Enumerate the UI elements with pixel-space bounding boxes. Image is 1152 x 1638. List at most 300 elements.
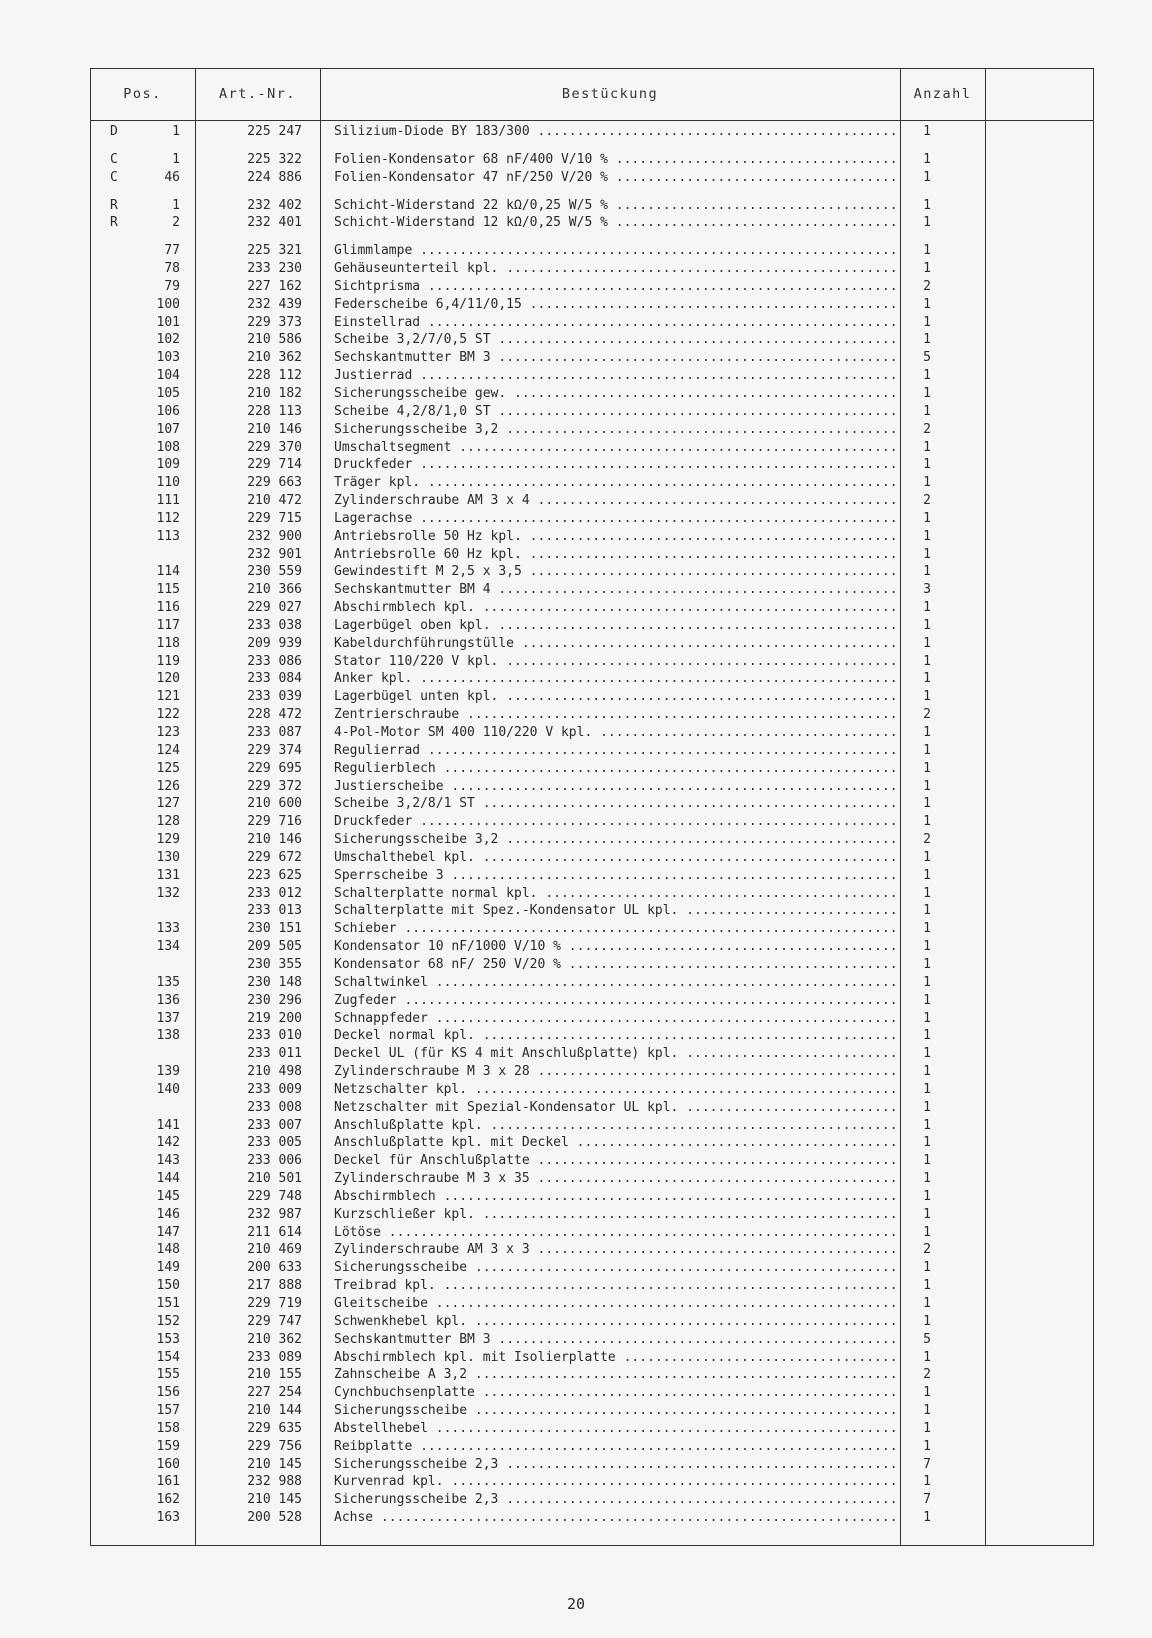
pos-cell: 106 (156, 403, 180, 419)
quantity-cell: 1 (923, 1046, 931, 1062)
quantity-cell: 7 (923, 1456, 931, 1472)
pos-cell: 161 (156, 1474, 180, 1490)
pos-prefix: R (110, 215, 118, 231)
table-row (90, 1384, 990, 1402)
art-nr-cell: 227 162 (247, 278, 302, 294)
art-nr-cell: 232 987 (247, 1206, 302, 1222)
quantity-cell: 1 (923, 992, 931, 1008)
table-row (90, 831, 990, 849)
art-nr-cell: 229 370 (247, 439, 302, 455)
pos-cell: 140 (156, 1081, 180, 1097)
description-cell: Einstellrad ..... (334, 314, 899, 332)
quantity-cell: 1 (923, 778, 931, 794)
art-nr-cell: 229 714 (247, 457, 302, 473)
description-cell: Sechskantmutter BM 4 ..... (334, 581, 899, 599)
table-row (90, 331, 990, 349)
pos-cell: 144 (156, 1171, 180, 1187)
quantity-cell: 1 (923, 796, 931, 812)
description-cell: 4-Pol-Motor SM 400 110/220 V kpl. ..... (334, 724, 899, 742)
table-row (90, 1295, 990, 1313)
pos-cell: 105 (156, 385, 180, 401)
art-nr-cell: 232 901 (247, 546, 302, 562)
pos-cell: 163 (156, 1510, 180, 1526)
description-cell: Schieber ..... (334, 920, 899, 938)
pos-prefix: C (110, 169, 118, 185)
quantity-cell: 1 (923, 921, 931, 937)
description-cell: Anschlußplatte kpl. ..... (334, 1117, 899, 1135)
pos-cell: 139 (156, 1064, 180, 1080)
description-cell: Schnappfeder ..... (334, 1010, 899, 1028)
art-nr-cell: 210 155 (247, 1367, 302, 1383)
table-row (90, 653, 990, 671)
table-row (90, 242, 990, 260)
art-nr-cell: 229 373 (247, 314, 302, 330)
pos-prefix: C (110, 151, 118, 167)
header-pos: Pos. (123, 86, 162, 102)
description-cell: Zahnscheibe A 3,2 ..... (334, 1366, 899, 1384)
art-nr-cell: 229 663 (247, 475, 302, 491)
art-nr-cell: 229 748 (247, 1188, 302, 1204)
description-cell: Sperrscheibe 3 ..... (334, 867, 899, 885)
pos-cell: 160 (156, 1456, 180, 1472)
quantity-cell: 1 (923, 564, 931, 580)
art-nr-cell: 233 038 (247, 617, 302, 633)
description-cell: Träger kpl. ..... (334, 474, 899, 492)
table-row (90, 1491, 990, 1509)
header-bestueckung: Bestückung (561, 86, 659, 102)
quantity-cell: 2 (923, 707, 931, 723)
description-cell: Kabeldurchführungstülle ..... (334, 635, 899, 653)
description-cell: Anschlußplatte kpl. mit Deckel ..... (334, 1134, 899, 1152)
pos-cell: 155 (156, 1367, 180, 1383)
table-row (90, 688, 990, 706)
art-nr-cell: 232 988 (247, 1474, 302, 1490)
description-cell: Antriebsrolle 50 Hz kpl. ..... (334, 528, 899, 546)
pos-cell: 116 (156, 600, 180, 616)
quantity-cell: 1 (923, 671, 931, 687)
art-nr-cell: 228 112 (247, 368, 302, 384)
art-nr-cell: 233 087 (247, 725, 302, 740)
quantity-cell: 1 (923, 368, 931, 384)
art-nr-cell: 229 719 (247, 1296, 302, 1311)
quantity-cell: 1 (923, 243, 931, 259)
pos-cell: 124 (156, 742, 180, 758)
table-row (90, 902, 990, 920)
description-cell: Glimmlampe ..... (334, 242, 899, 260)
art-nr-cell: 223 625 (247, 867, 302, 883)
description-cell: Sechskantmutter BM 3 ..... (334, 1331, 899, 1349)
art-nr-cell: 230 151 (247, 921, 302, 937)
art-nr-cell: 210 472 (247, 493, 302, 509)
table-row (90, 403, 990, 421)
table-row (90, 1331, 990, 1349)
description-cell: Sicherungsscheibe 2,3 ..... (334, 1491, 899, 1509)
description-cell: Cynchbuchsenplatte ..... (334, 1384, 899, 1402)
description-cell: Deckel für Anschlußplatte ..... (334, 1152, 899, 1170)
quantity-cell: 1 (923, 1081, 931, 1097)
pos-cell: 104 (156, 368, 180, 384)
description-cell: Lagerbügel unten kpl. ..... (334, 688, 899, 706)
pos-cell: 79 (164, 278, 180, 294)
art-nr-cell: 210 501 (247, 1171, 302, 1187)
table-row (90, 760, 990, 778)
description-cell: Lötöse ..... (334, 1224, 899, 1242)
pos-cell: 115 (156, 582, 180, 598)
table-row (90, 1259, 990, 1277)
table-row (90, 1081, 990, 1099)
art-nr-cell: 210 498 (247, 1064, 302, 1080)
table-row (90, 1456, 990, 1474)
description-cell: Scheibe 3,2/8/1 ST ..... (334, 795, 899, 813)
table-row (90, 1010, 990, 1028)
art-nr-cell: 210 145 (247, 1456, 302, 1472)
description-cell: Schalterplatte mit Spez.-Kondensator UL kpl. ..... (334, 902, 899, 920)
art-nr-cell: 233 230 (247, 261, 302, 277)
description-cell: Zylinderschraube AM 3 x 3 ..... (334, 1241, 899, 1259)
description-cell: Zugfeder ..... (334, 992, 899, 1010)
table-row (90, 546, 990, 564)
pos-cell: 109 (156, 457, 180, 473)
quantity-cell: 1 (923, 332, 931, 348)
description-cell: Treibrad kpl. ..... (334, 1277, 899, 1295)
art-nr-cell: 230 355 (247, 956, 302, 972)
table-row (90, 278, 990, 296)
pos-cell: 112 (156, 510, 180, 526)
description-cell: Kondensator 68 nF/ 250 V/20 % ..... (334, 956, 899, 974)
art-nr-cell: 233 089 (247, 1349, 302, 1365)
art-nr-cell: 200 528 (247, 1510, 302, 1526)
art-nr-cell: 210 146 (247, 832, 302, 848)
pos-cell: 102 (156, 332, 180, 348)
pos-prefix: R (110, 197, 118, 213)
pos-cell: 1 (172, 151, 180, 167)
art-nr-cell: 233 005 (247, 1135, 302, 1151)
description-cell: Abstellhebel ..... (334, 1420, 899, 1438)
art-nr-cell: 210 362 (247, 350, 302, 366)
art-nr-cell: 233 010 (247, 1028, 302, 1044)
pos-cell: 131 (156, 867, 180, 883)
quantity-cell: 5 (923, 350, 931, 366)
table-row (90, 563, 990, 581)
pos-prefix: D (110, 124, 118, 139)
table-row (90, 197, 990, 215)
description-cell: Deckel normal kpl. ..... (334, 1027, 899, 1045)
pos-cell: 141 (156, 1117, 180, 1133)
pos-cell: 142 (156, 1135, 180, 1151)
art-nr-cell: 210 146 (247, 421, 302, 437)
pos-cell: 149 (156, 1260, 180, 1276)
pos-cell: 156 (156, 1385, 180, 1401)
pos-cell: 148 (156, 1242, 180, 1258)
description-cell: Kondensator 10 nF/1000 V/10 % ..... (334, 938, 899, 956)
table-row (90, 1063, 990, 1081)
art-nr-cell: 210 144 (247, 1403, 302, 1419)
description-cell: Sicherungsscheibe gew. ..... (334, 385, 899, 403)
table-row (90, 1134, 990, 1152)
quantity-cell: 1 (923, 600, 931, 616)
quantity-cell: 1 (923, 1420, 931, 1436)
table-row (90, 123, 990, 141)
table-row (90, 260, 990, 278)
art-nr-cell: 229 027 (247, 600, 302, 616)
art-nr-cell: 210 145 (247, 1492, 302, 1508)
art-nr-cell: 229 374 (247, 742, 302, 758)
art-nr-cell: 209 939 (247, 635, 302, 651)
art-nr-cell: 229 635 (247, 1420, 302, 1436)
table-row (90, 867, 990, 885)
pos-cell: 134 (156, 939, 180, 955)
pos-cell: 158 (156, 1420, 180, 1436)
art-nr-cell: 229 672 (247, 849, 302, 865)
pos-cell: 121 (156, 689, 180, 705)
table-row (90, 1152, 990, 1170)
art-nr-cell: 229 372 (247, 778, 302, 794)
quantity-cell: 1 (923, 457, 931, 473)
quantity-cell: 1 (923, 867, 931, 883)
quantity-cell: 1 (923, 635, 931, 651)
description-cell: Achse ..... (334, 1509, 899, 1527)
pos-cell: 159 (156, 1438, 180, 1454)
art-nr-cell: 225 321 (247, 243, 302, 259)
quantity-cell: 1 (923, 261, 931, 277)
art-nr-cell: 229 747 (247, 1313, 302, 1329)
pos-cell: 78 (164, 261, 180, 277)
quantity-cell: 2 (923, 1242, 931, 1258)
description-cell: Sicherungsscheibe ..... (334, 1259, 899, 1277)
pos-cell: 113 (156, 528, 180, 544)
art-nr-cell: 233 006 (247, 1153, 302, 1169)
table-row (90, 1277, 990, 1295)
quantity-cell: 1 (923, 1206, 931, 1222)
quantity-cell: 1 (923, 725, 931, 740)
description-cell: Anker kpl. ..... (334, 670, 899, 688)
art-nr-cell: 233 084 (247, 671, 302, 687)
description-cell: Lagerachse ..... (334, 510, 899, 528)
description-cell: Schalterplatte normal kpl. ..... (334, 885, 899, 903)
description-cell: Umschaltsegment ..... (334, 439, 899, 457)
pos-cell: 125 (156, 760, 180, 776)
table-row (90, 778, 990, 796)
table-row (90, 1224, 990, 1242)
table-row (90, 474, 990, 492)
description-cell: Abschirmblech ..... (334, 1188, 899, 1206)
art-nr-cell: 229 716 (247, 814, 302, 830)
description-cell: Lagerbügel oben kpl. ..... (334, 617, 899, 635)
quantity-cell: 1 (923, 1188, 931, 1204)
art-nr-cell: 211 614 (247, 1224, 302, 1240)
table-row (90, 635, 990, 653)
quantity-cell: 1 (923, 1438, 931, 1454)
table-row (90, 296, 990, 314)
quantity-cell: 1 (923, 1224, 931, 1240)
pos-cell: 46 (164, 169, 180, 185)
pos-cell: 129 (156, 832, 180, 848)
table-row (90, 314, 990, 332)
description-cell: Scheibe 3,2/7/0,5 ST ..... (334, 331, 899, 349)
table-row (90, 1420, 990, 1438)
pos-cell: 145 (156, 1188, 180, 1204)
table-row (90, 956, 990, 974)
table-row (90, 849, 990, 867)
table-row (90, 974, 990, 992)
description-cell: Schicht-Widerstand 12 kΩ/0,25 W/5 % ..... (334, 214, 899, 232)
quantity-cell: 1 (923, 296, 931, 312)
art-nr-cell: 209 505 (247, 939, 302, 955)
art-nr-cell: 210 469 (247, 1242, 302, 1258)
art-nr-cell: 210 362 (247, 1331, 302, 1347)
pos-cell: 114 (156, 564, 180, 580)
description-cell: Umschalthebel kpl. ..... (334, 849, 899, 867)
description-cell: Justierscheibe ..... (334, 778, 899, 796)
description-cell: Antriebsrolle 60 Hz kpl. ..... (334, 546, 899, 564)
quantity-cell: 1 (923, 528, 931, 544)
quantity-cell: 1 (923, 974, 931, 990)
quantity-cell: 1 (923, 1349, 931, 1365)
description-cell: Abschirmblech kpl. mit Isolierplatte ..... (334, 1349, 899, 1367)
table-row (90, 1117, 990, 1135)
art-nr-cell: 210 600 (247, 796, 302, 812)
pos-cell: 100 (156, 296, 180, 312)
description-cell: Kurvenrad kpl. ..... (334, 1473, 899, 1491)
art-nr-cell: 200 633 (247, 1260, 302, 1276)
description-cell: Zentrierschraube ..... (334, 706, 899, 724)
description-cell: Gewindestift M 2,5 x 3,5 ..... (334, 563, 899, 581)
quantity-cell: 1 (923, 939, 931, 955)
pos-cell: 143 (156, 1153, 180, 1169)
quantity-cell: 1 (923, 760, 931, 776)
table-row (90, 1366, 990, 1384)
table-row (90, 492, 990, 510)
quantity-cell: 2 (923, 832, 931, 848)
description-cell: Zylinderschraube M 3 x 28 ..... (334, 1063, 899, 1081)
art-nr-cell: 233 007 (247, 1117, 302, 1133)
pos-cell: 2 (172, 215, 180, 231)
description-cell: Netzschalter kpl. ..... (334, 1081, 899, 1099)
pos-cell: 128 (156, 814, 180, 830)
table-row (90, 938, 990, 956)
pos-cell: 162 (156, 1492, 180, 1508)
description-cell: Regulierrad ..... (334, 742, 899, 760)
art-nr-cell: 233 012 (247, 885, 302, 901)
description-cell: Kurzschließer kpl. ..... (334, 1206, 899, 1224)
quantity-cell: 1 (923, 1403, 931, 1419)
pos-cell: 107 (156, 421, 180, 437)
quantity-cell: 2 (923, 278, 931, 294)
table-row (90, 1206, 990, 1224)
quantity-cell: 1 (923, 1153, 931, 1169)
table-row (90, 214, 990, 232)
quantity-cell: 1 (923, 169, 931, 185)
pos-cell: 136 (156, 992, 180, 1008)
table-row (90, 1473, 990, 1491)
art-nr-cell: 233 086 (247, 653, 302, 669)
pos-cell: 118 (156, 635, 180, 651)
quantity-cell: 1 (923, 849, 931, 865)
art-nr-cell: 233 009 (247, 1081, 302, 1097)
pos-cell: 1 (172, 124, 180, 139)
art-nr-cell: 210 182 (247, 385, 302, 401)
art-nr-cell: 230 148 (247, 974, 302, 990)
art-nr-cell: 219 200 (247, 1010, 302, 1026)
quantity-cell: 1 (923, 124, 931, 139)
quantity-cell: 1 (923, 1135, 931, 1151)
table-row (90, 1099, 990, 1117)
quantity-cell: 1 (923, 1313, 931, 1329)
header-anzahl: Anzahl (913, 86, 972, 102)
pos-cell: 127 (156, 796, 180, 812)
quantity-cell: 1 (923, 956, 931, 972)
art-nr-cell: 224 886 (247, 169, 302, 185)
art-nr-cell: 232 402 (247, 197, 302, 213)
quantity-cell: 1 (923, 151, 931, 167)
table-row (90, 813, 990, 831)
art-nr-cell: 210 366 (247, 582, 302, 598)
description-cell: Druckfeder ..... (334, 813, 899, 831)
pos-cell: 132 (156, 885, 180, 901)
page-number: 20 (566, 1595, 586, 1613)
quantity-cell: 1 (923, 385, 931, 401)
parts-table-body (90, 123, 990, 1527)
pos-cell: 103 (156, 350, 180, 366)
description-cell: Sichtprisma ..... (334, 278, 899, 296)
quantity-cell: 1 (923, 689, 931, 705)
pos-cell: 117 (156, 617, 180, 633)
table-row (90, 920, 990, 938)
table-row (90, 581, 990, 599)
quantity-cell: 1 (923, 814, 931, 830)
pos-cell: 101 (156, 314, 180, 330)
table-row (90, 1027, 990, 1045)
pos-cell: 126 (156, 778, 180, 794)
quantity-cell: 1 (923, 510, 931, 526)
art-nr-cell: 227 254 (247, 1385, 302, 1401)
description-cell: Schaltwinkel ..... (334, 974, 899, 992)
table-row (90, 1349, 990, 1367)
quantity-cell: 1 (923, 314, 931, 330)
quantity-cell: 2 (923, 421, 931, 437)
description-cell: Deckel UL (für KS 4 mit Anschlußplatte) kpl. ..... (334, 1045, 899, 1063)
art-nr-cell: 232 401 (247, 215, 302, 231)
quantity-cell: 1 (923, 1010, 931, 1026)
description-cell: Abschirmblech kpl. ..... (334, 599, 899, 617)
quantity-cell: 1 (923, 1064, 931, 1080)
header-divider (90, 120, 1094, 121)
quantity-cell: 1 (923, 197, 931, 213)
table-row (90, 1241, 990, 1259)
art-nr-cell: 230 296 (247, 992, 302, 1008)
quantity-cell: 1 (923, 1260, 931, 1276)
pos-cell: 1 (172, 197, 180, 213)
table-row (90, 1438, 990, 1456)
quantity-cell: 5 (923, 1331, 931, 1347)
table-row (90, 1313, 990, 1331)
description-cell: Scheibe 4,2/8/1,0 ST ..... (334, 403, 899, 421)
description-cell: Stator 110/220 V kpl. ..... (334, 653, 899, 671)
description-cell: Sicherungsscheibe 3,2 ..... (334, 831, 899, 849)
quantity-cell: 1 (923, 1296, 931, 1311)
quantity-cell: 1 (923, 885, 931, 901)
pos-cell: 111 (156, 493, 180, 509)
pos-cell: 123 (156, 725, 180, 740)
quantity-cell: 2 (923, 493, 931, 509)
art-nr-cell: 228 113 (247, 403, 302, 419)
table-row (90, 367, 990, 385)
pos-cell: 130 (156, 849, 180, 865)
table-row (90, 617, 990, 635)
pos-cell: 122 (156, 707, 180, 723)
pos-cell: 154 (156, 1349, 180, 1365)
description-cell: Sechskantmutter BM 3 ..... (334, 349, 899, 367)
